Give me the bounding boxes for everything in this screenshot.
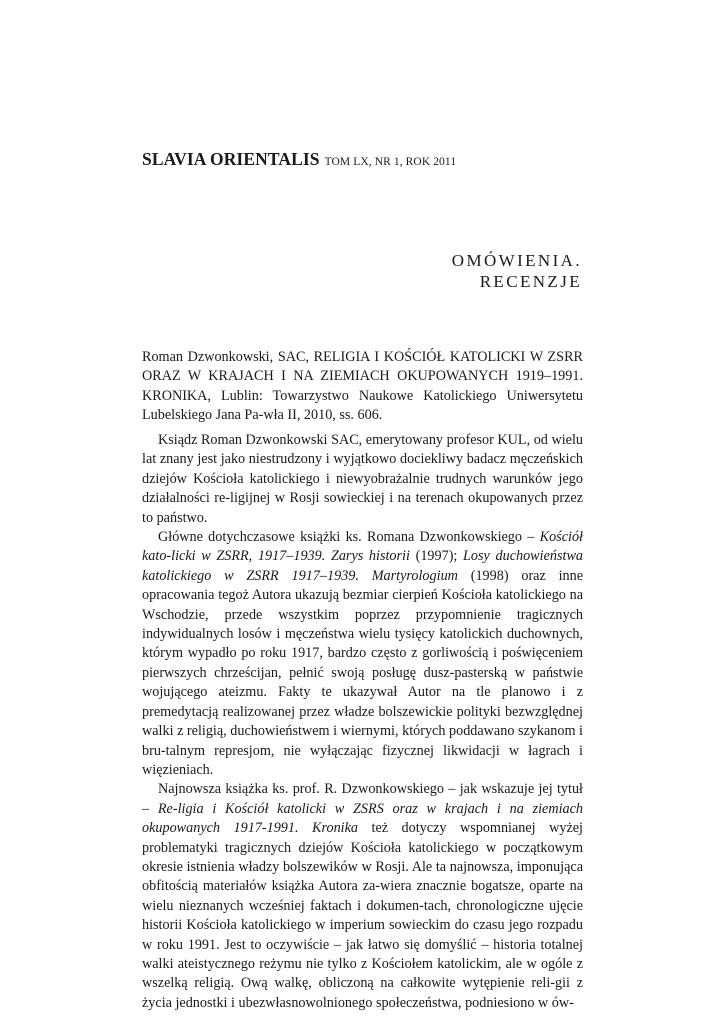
paragraph-2-text-c: (1997); <box>409 548 464 565</box>
paragraph-3 <box>142 780 583 1013</box>
section-title-line-1: OMÓWIENIA. <box>451 251 582 270</box>
paragraph-3-text-a: Najnowsza książka ks. prof. R. Dzwonkowskiego – jak wskazuje jej tytuł – <box>142 781 583 817</box>
paragraph-2-text-e: (1998) oraz inne opracowania tegoż Autora ukazują bezmiar cierpień Kościoła katolickiego na Wschodzie, przede wszystkim poprzez przypomnienie tragicznych indywidualnych losów i męczeństwa wielu tysięcy katolickich duchownych, którym wypadło po roku 1917, bardzo często z gorliwością i poświęceniem pierwszych chrześcijan, pełnić swoją posługę dusz-pasterską w państwie wojującego ateizmu. Fakty te ukazywał Autor na tle planowo i z premedytacją realizowanej przez władze bolszewickie polityki bezwzględnej walki z religią, duchowieństwem i wiernymi, których poddawano szykanom i bru-talnym represjom, nie wyłączając fizycznej likwidacji w łagrach i więzieniach. <box>142 567 583 778</box>
journal-title: SLAVIA ORIENTALIS <box>142 149 320 169</box>
running-head <box>142 149 456 170</box>
book-title-3: Re-ligia i Kościół katolicki w ZSRS oraz w krajach i na ziemiach okupowanych 1917-1991. Kronika <box>142 800 584 837</box>
paragraph-2 <box>142 528 583 780</box>
section-title <box>452 250 582 292</box>
issue-info: TOM LX, NR 1, ROK 2011 <box>324 156 457 168</box>
paragraph-3-text-c: też dotyczy wspomnianej wyżej problematyki tragicznych dziejów Kościoła katolickiego w początkowym okresie istnienia władzy bolszewików w Rosji. Ale ta najnowsza, imponująca obfitością materiałów książka Autora za-wiera znacznie bogatsze, oparte na wielu nieznanych wcześniej faktach i dokumen-tach, chronologiczne ujęcie historii Kościoła katolickiego w imperium sowieckim do czasu jego rozpadu w roku 1991. Jest to oczywiście – jak łatwo się domyślić – historia totalnej walki ateistycznego reżymu nie tylko z Kościołem katolickim, ale w ogóle z wszelką religią. Ową walkę, obliczoną na całkowite wytępienie reli-gii z życia jednostki i ubezwłasnowolnionego społeczeństwa, podniesiono w ów- <box>142 820 583 1011</box>
article-body <box>142 431 583 1013</box>
paragraph-1: Ksiądz Roman Dzwonkowski SAC, emerytowany profesor KUL, od wielu lat znany jest jako niestrudzony i wyjątkowo dociekliwy badacz męczeńskich dziejów Kościoła katolickiego i niewyobrażalnie trudnych warunków jego działalności re-ligijnej w Rosji sowieckiej i na terenach okupowanych przez to państwo. <box>142 432 583 526</box>
paragraph-2-text-a: Główne dotychczasowe książki ks. Romana Dzwonkowskiego – <box>158 529 540 546</box>
bibliographic-reference: Roman Dzwonkowski, SAC, RELIGIA I KOŚCIÓŁ KATOLICKI W ZSRR ORAZ W KRAJACH I NA ZIEMIACH OKUPOWANYCH 1919–1991. KRONIKA, Lublin: Towarzystwo Naukowe Katolickiego Uniwersytetu Lubelskiego Jana Pa-wła II, 2010, ss. 606. <box>142 349 583 424</box>
section-title-line-2: RECENZJE <box>479 272 582 291</box>
book-title-1: Kościół kato-licki w ZSRR, 1917–1939. Zarys historii <box>142 529 583 565</box>
book-title-2: Losy duchowieństwa katolickiego w ZSRR 1917–1939. Martyrologium <box>142 548 584 584</box>
